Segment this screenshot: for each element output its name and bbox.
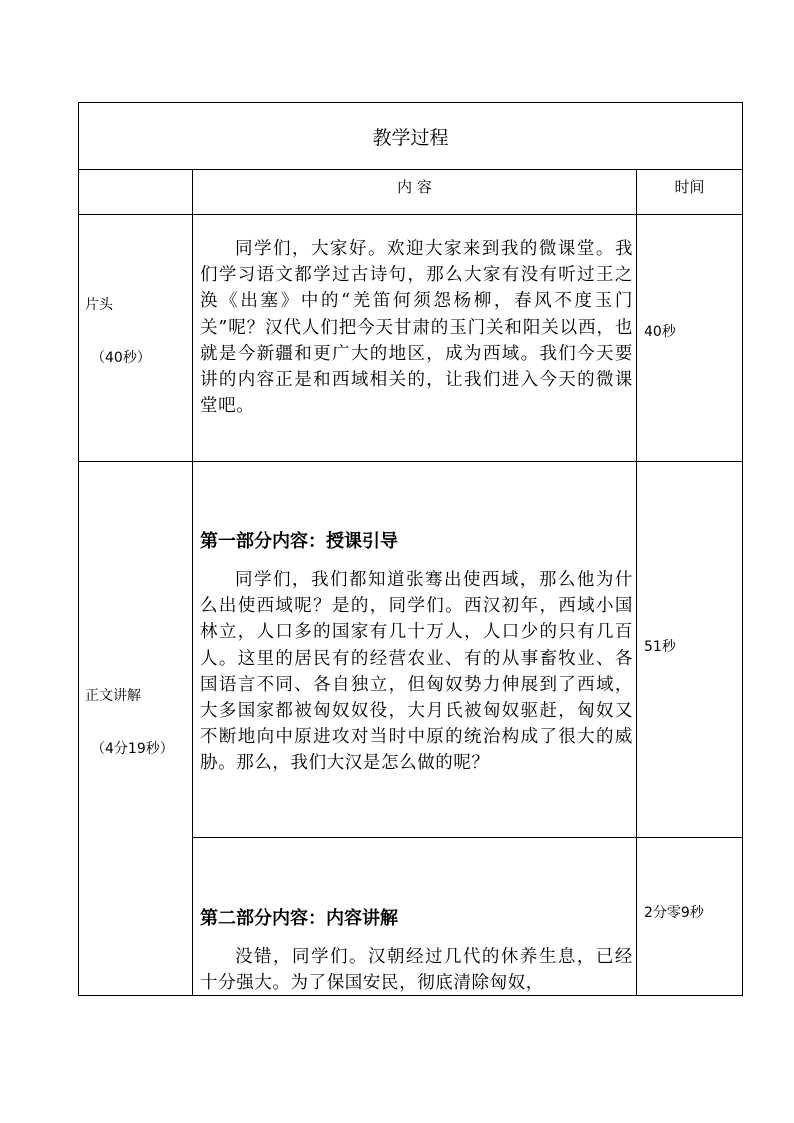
column-divider xyxy=(636,169,637,996)
row-content-opening xyxy=(200,236,633,419)
subsection-content xyxy=(200,904,633,996)
row-time-opening: 40秒 xyxy=(644,324,676,340)
section-duration: （4分19秒） xyxy=(91,741,174,757)
row-label-opening xyxy=(85,215,191,461)
teaching-process-table xyxy=(78,102,743,996)
header-content: 内 容 xyxy=(397,178,432,196)
paragraph: 同学们，大家好。欢迎大家来到我的微课堂。我们学习语文都学过古诗句，那么大家有没有听过王之涣《出塞》中的“羌笛何须怨杨柳，春风不度玉门关”呢？汉代人们把今天甘肃的玉门关和阳关以西，也就是今新疆和更广大的地区，成为西域。我们今天要讲的内容正是和西域相关的，让我们进入今天的微课堂吧。 xyxy=(200,239,633,417)
subsection-heading: 第二部分内容：内容讲解 xyxy=(200,908,398,929)
table-title: 教学过程 xyxy=(372,126,449,149)
header-time: 时间 xyxy=(674,178,705,196)
paragraph: 同学们，我们都知道张骞出使西域，那么他为什么出使西域呢？是的，同学们。西汉初年，西域小国林立，人口多的国家有几十万人，人口少的只有几百人。这里的居民有的经营农业、有的从事畜牧业、各国语言不同、各自独立，但匈奴势力伸展到了西域，大多国家都被匈奴奴役，大月氏被匈奴驱赶，匈奴又不断地向中原进攻对当时中原的统治构成了很大的威胁。那么，我们大汉是怎么做的呢？ xyxy=(200,570,633,774)
column-divider xyxy=(192,169,193,996)
subsection-content xyxy=(200,527,633,777)
row-divider xyxy=(192,837,742,838)
subsection-heading: 第一部分内容：授课引导 xyxy=(200,531,398,552)
section-label: 片头 xyxy=(85,297,113,313)
subsection-time: 51秒 xyxy=(644,639,676,655)
section-label: 正文讲解 xyxy=(85,688,141,704)
subsection-time: 2分零9秒 xyxy=(644,905,704,921)
row-label-main xyxy=(85,462,191,996)
section-duration: （40秒） xyxy=(91,350,151,366)
paragraph: 没错，同学们。汉朝经过几代的休养生息，已经十分强大。为了保国安民，彻底清除匈奴， xyxy=(200,947,633,994)
